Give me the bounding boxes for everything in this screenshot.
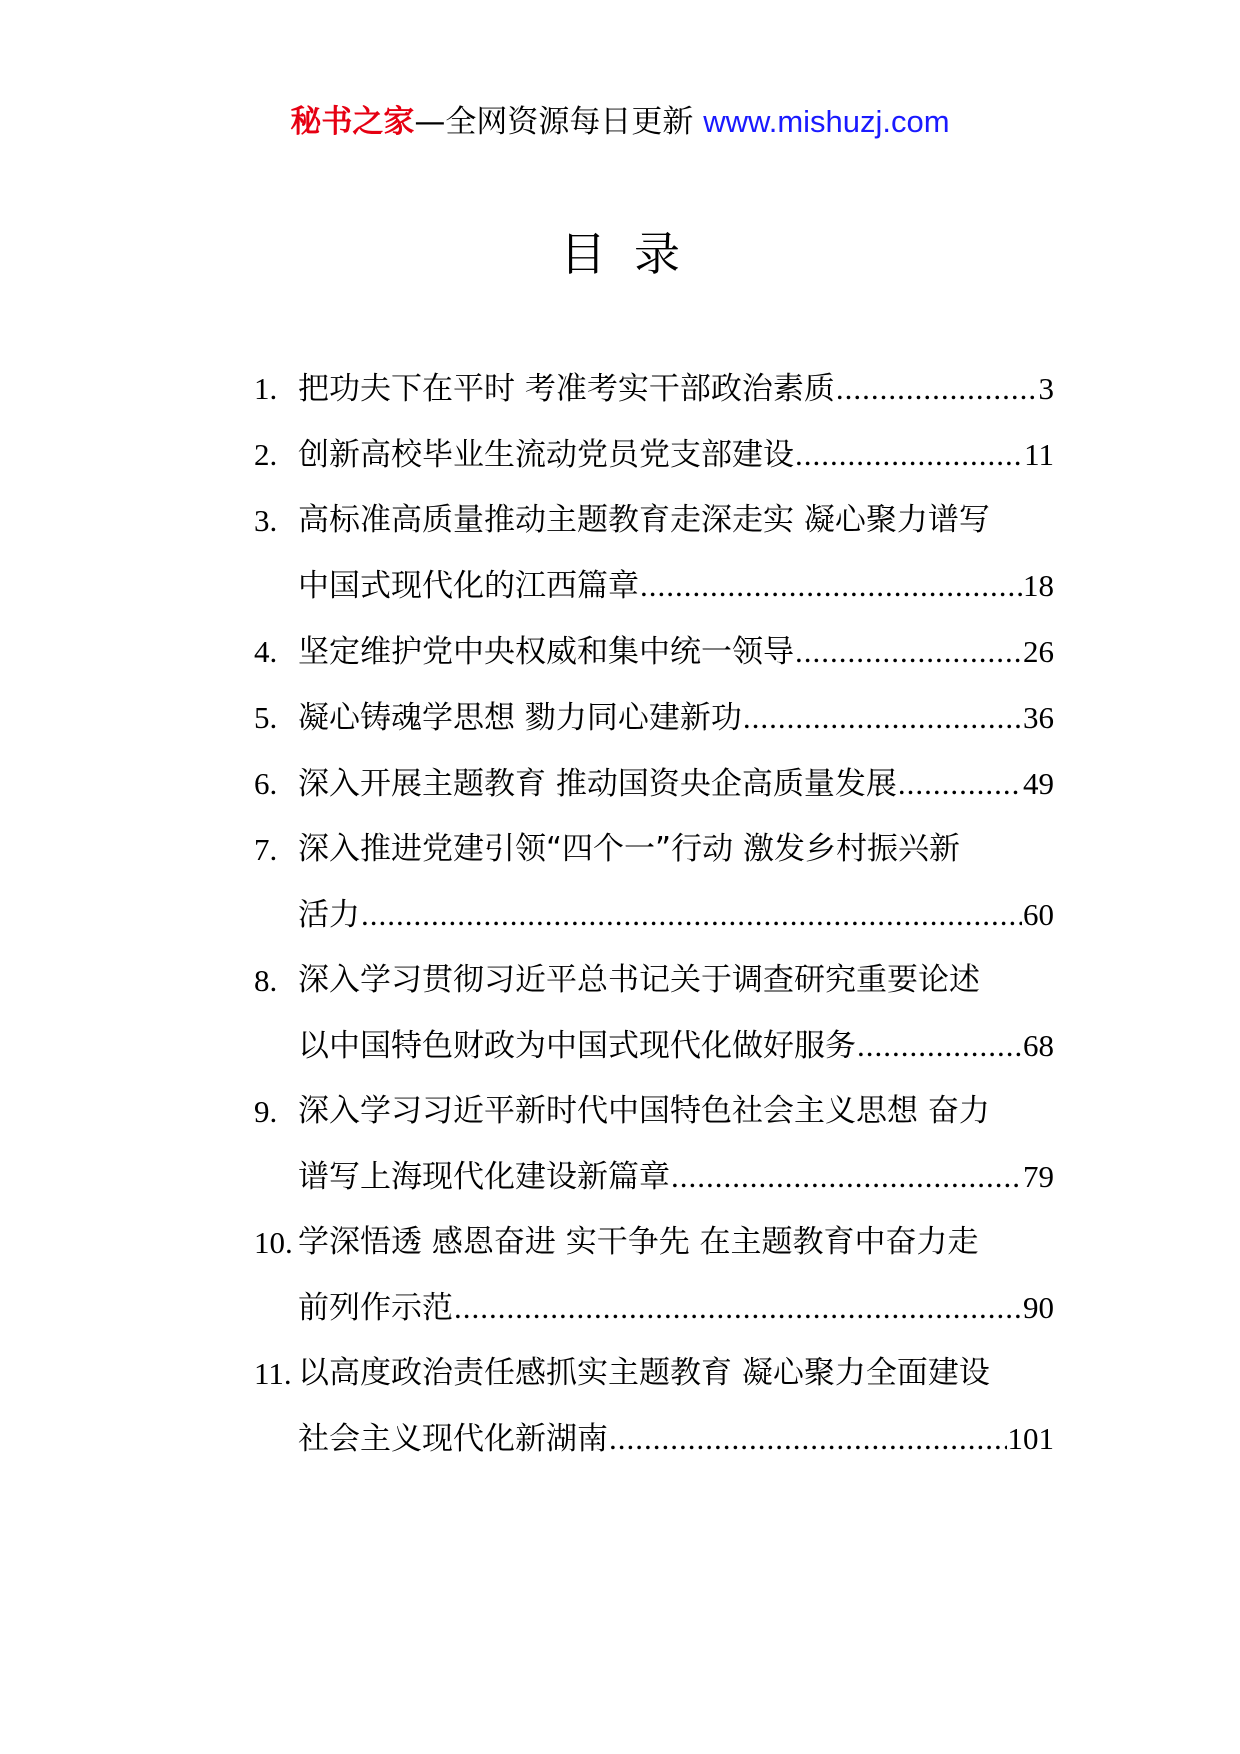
toc-entry-leader-row	[298, 1013, 1054, 1079]
toc-page-number: 3	[1038, 371, 1054, 406]
toc-page-number: 26	[1023, 634, 1054, 669]
toc-entry-title: 深入学习贯彻习近平总书记关于调查研究重要论述	[298, 962, 980, 998]
toc-entry-title: 凝心铸魂学思想 勠力同心建新功	[298, 700, 742, 736]
page-header	[0, 100, 1240, 144]
toc-dot-leader	[795, 422, 1023, 487]
header-tagline: —全网资源每日更新	[414, 104, 704, 140]
toc-entry-leader-row	[298, 356, 1054, 422]
toc-dot-leader	[795, 619, 1022, 684]
toc-entry-title: 学深悟透 感恩奋进 实干争先 在主题教育中奋力走	[298, 1224, 979, 1260]
table-of-contents	[254, 356, 1054, 1472]
toc-entry-title: 中国式现代化的江西篇章	[298, 568, 639, 604]
toc-entry-title: 谱写上海现代化建设新篇章	[298, 1159, 670, 1195]
toc-entry-title: 深入学习习近平新时代中国特色社会主义思想 奋力	[298, 1093, 990, 1129]
toc-entry-title: 深入开展主题教育 推动国资央企高质量发展	[298, 766, 897, 802]
toc-dot-leader	[743, 685, 1022, 750]
toc-page-number: 60	[1023, 897, 1054, 932]
toc-entry[interactable]	[254, 948, 1054, 1079]
toc-entry[interactable]	[254, 488, 1054, 619]
toc-entry-number: 1.	[254, 371, 278, 406]
toc-entry-title: 前列作示范	[298, 1290, 453, 1326]
toc-entry[interactable]	[254, 685, 1054, 751]
toc-dot-leader	[609, 1406, 1007, 1471]
toc-entry-number: 4.	[254, 634, 278, 669]
toc-entry-number: 8.	[254, 963, 278, 998]
toc-entry-leader-row	[298, 553, 1054, 619]
toc-entry[interactable]	[254, 619, 1054, 685]
toc-entry-leader-row	[298, 619, 1054, 685]
toc-entry-title: 创新高校毕业生流动党员党支部建设	[298, 437, 794, 473]
toc-entry[interactable]	[254, 356, 1054, 422]
toc-page-number: 68	[1023, 1028, 1054, 1063]
toc-entry-number: 2.	[254, 437, 278, 472]
page-title: 目录	[560, 227, 708, 281]
toc-dot-leader	[361, 882, 1022, 947]
toc-entry-leader-row	[298, 685, 1054, 751]
toc-entry[interactable]	[254, 422, 1054, 488]
toc-dot-leader	[454, 1275, 1022, 1340]
toc-entry-number: 5.	[254, 700, 278, 735]
toc-entry-leader-row	[298, 1144, 1054, 1210]
toc-page-number: 49	[1023, 766, 1054, 801]
toc-entry-number: 11.	[254, 1356, 292, 1391]
toc-entry-leader-row	[298, 1275, 1054, 1341]
toc-entry-title: 以高度政治责任感抓实主题教育 凝心聚力全面建设	[298, 1355, 990, 1391]
toc-page-number: 18	[1023, 568, 1054, 603]
toc-entry[interactable]	[254, 751, 1054, 817]
toc-entry-number: 10.	[254, 1225, 293, 1260]
toc-dot-leader	[857, 1013, 1022, 1078]
toc-page-number: 11	[1024, 437, 1054, 472]
toc-entry-leader-row	[298, 882, 1054, 948]
toc-entry-number: 3.	[254, 503, 278, 538]
toc-entry-title: 活力	[298, 897, 360, 933]
toc-entry-title: 高标准高质量推动主题教育走深走实 凝心聚力谱写	[298, 502, 990, 538]
toc-entry-title: 深入推进党建引领“四个一”行动 激发乡村振兴新	[298, 831, 960, 867]
toc-entry-title: 社会主义现代化新湖南	[298, 1421, 608, 1457]
toc-dot-leader	[836, 356, 1038, 421]
toc-entry-title: 以中国特色财政为中国式现代化做好服务	[298, 1028, 856, 1064]
toc-entry-leader-row	[298, 751, 1054, 817]
toc-entry[interactable]	[254, 1210, 1054, 1341]
header-url-link[interactable]: www.mishuzj.com	[703, 104, 950, 139]
toc-dot-leader	[671, 1144, 1022, 1209]
brand-name: 秘书之家	[290, 104, 415, 140]
toc-page-number: 90	[1023, 1290, 1054, 1325]
toc-entry[interactable]	[254, 1341, 1054, 1472]
toc-entry[interactable]	[254, 817, 1054, 948]
toc-page-number: 79	[1023, 1159, 1054, 1194]
toc-entry-number: 9.	[254, 1094, 278, 1129]
toc-entry[interactable]	[254, 1079, 1054, 1210]
toc-entry-leader-row	[298, 422, 1054, 488]
toc-entry-title: 坚定维护党中央权威和集中统一领导	[298, 634, 794, 670]
toc-page-number: 101	[1007, 1421, 1054, 1456]
toc-page-number: 36	[1023, 700, 1054, 735]
toc-dot-leader	[640, 553, 1022, 618]
toc-entry-leader-row	[298, 1406, 1054, 1472]
toc-entry-title: 把功夫下在平时 考准考实干部政治素质	[298, 371, 835, 407]
toc-entry-number: 7.	[254, 832, 278, 867]
toc-dot-leader	[898, 751, 1022, 816]
toc-entry-number: 6.	[254, 766, 278, 801]
